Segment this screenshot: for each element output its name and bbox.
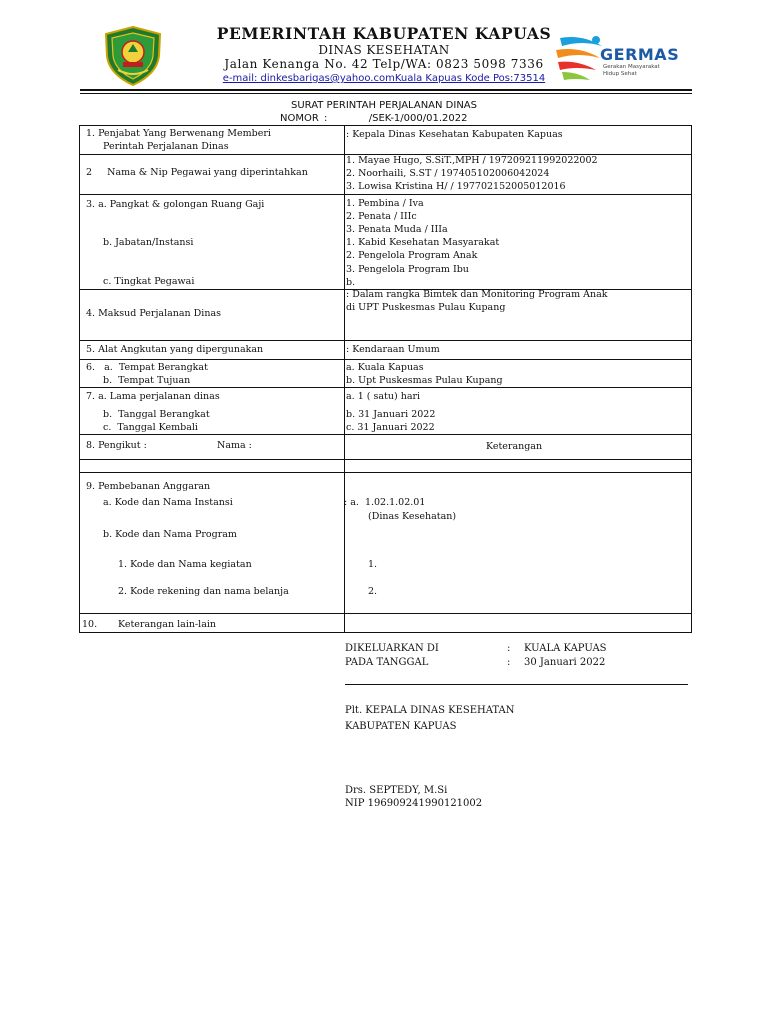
- row9-label-a: a. Kode dan Nama Instansi: [103, 497, 233, 508]
- row3-label-a: 3. a. Pangkat & golongan Ruang Gaji: [86, 199, 265, 210]
- letterhead-contact[interactable]: [0, 73, 768, 84]
- row9-label-2: 2. Kode rekening dan nama belanja: [118, 586, 289, 597]
- row9-value-a: : a. 1.02.1.02.01: [344, 497, 426, 508]
- row9-label: 9. Pembebanan Anggaran: [86, 481, 211, 492]
- row2-value-1: 1. Mayae Hugo, S.SiT.,MPH / 197209211992022002: [346, 155, 598, 166]
- letterhead-dept: DINAS KESEHATAN: [318, 43, 450, 57]
- letterhead-address: Jalan Kenanga No. 42 Telp/WA: 0823 5098 7336: [224, 57, 544, 71]
- document-number: NOMOR : /SEK-1/000/01.2022: [280, 113, 468, 124]
- issued-at-colon: :: [507, 643, 511, 654]
- row5-label: 5. Alat Angkutan yang dipergunakan: [86, 344, 264, 355]
- row6-value-a: a. Kuala Kapuas: [346, 362, 424, 373]
- column-divider: [344, 126, 345, 632]
- row-line: [80, 459, 691, 460]
- germas-tagline-2: Hidup Sehat: [603, 71, 637, 77]
- row7-label-a: 7. a. Lama perjalanan dinas: [86, 391, 220, 402]
- row7-label-b: b. Tanggal Berangkat: [103, 409, 210, 420]
- row3-label-b: b. Jabatan/Instansi: [103, 237, 194, 248]
- row10-label: Keterangan lain-lain: [118, 619, 217, 630]
- row-line: [80, 613, 691, 614]
- issued-date-value: 30 Januari 2022: [524, 657, 606, 668]
- row9-value-1: 1.: [368, 559, 378, 570]
- row3-value-5: 2. Pengelola Program Anak: [346, 250, 478, 261]
- row9-label-b: b. Kode dan Nama Program: [103, 529, 237, 540]
- row-line: [80, 472, 691, 473]
- row-line: [80, 194, 691, 195]
- row10-number: 10.: [82, 619, 98, 630]
- row3-value-4: 1. Kabid Kesehatan Masyarakat: [346, 237, 500, 248]
- row6-value-b: b. Upt Puskesmas Pulau Kupang: [346, 375, 503, 386]
- row3-label-c: c. Tingkat Pegawai: [103, 276, 195, 287]
- row2-value-2: 2. Noorhaili, S.ST / 197405102006042024: [346, 168, 550, 179]
- issued-at-value: KUALA KAPUAS: [524, 643, 607, 654]
- row5-value: : Kendaraan Umum: [346, 344, 440, 355]
- row2-label: 2 Nama & Nip Pegawai yang diperintahkan: [86, 167, 308, 178]
- row8-name-header: Nama :: [217, 440, 252, 451]
- header-rule-thick: [80, 89, 692, 91]
- signer-nip: NIP 196909241990121002: [345, 798, 483, 809]
- issued-date-label: PADA TANGGAL: [345, 657, 429, 668]
- row-line: [80, 359, 691, 360]
- letterhead-title: PEMERINTAH KABUPATEN KAPUAS: [216, 24, 552, 43]
- row7-value-b: b. 31 Januari 2022: [346, 409, 436, 420]
- signer-name: Drs. SEPTEDY, M.Si: [345, 785, 448, 796]
- row4-label: 4. Maksud Perjalanan Dinas: [86, 308, 221, 319]
- row-line: [80, 387, 691, 388]
- row7-value-a: a. 1 ( satu) hari: [346, 391, 421, 402]
- row-line: [80, 434, 691, 435]
- row8-label: 8. Pengikut :: [86, 440, 147, 451]
- row1-value: : Kepala Dinas Kesehatan Kabupaten Kapuas: [346, 129, 563, 140]
- signature-rule: [345, 684, 688, 685]
- contact-link[interactable]: e-mail: dinkesbarigas@yahoo.comKuala Kapuas Kode Pos:73514: [222, 73, 546, 84]
- issued-at-label: DIKELUARKAN DI: [345, 643, 439, 654]
- row1-label-line1: 1. Penjabat Yang Berwenang Memberi: [86, 128, 271, 139]
- row3-value-2: 2. Penata / IIIc: [346, 211, 417, 222]
- row3-value-7: b.: [346, 277, 356, 288]
- row6-label-b: b. Tempat Tujuan: [103, 375, 191, 386]
- row7-label-c: c. Tanggal Kembali: [103, 422, 198, 433]
- row3-value-6: 3. Pengelola Program Ibu: [346, 264, 469, 275]
- row2-value-3: 3. Lowisa Kristina H/ / 197702152005012016: [346, 181, 566, 192]
- issued-date-colon: :: [507, 657, 511, 668]
- germas-name: GERMAS: [600, 45, 680, 64]
- row-line: [80, 340, 691, 341]
- row1-label-line2: Perintah Perjalanan Dinas: [103, 141, 229, 152]
- row3-value-1: 1. Pembina / Iva: [346, 198, 424, 209]
- signer-title-2: KABUPATEN KAPUAS: [345, 721, 457, 732]
- form-table: [79, 125, 692, 633]
- document-title: SURAT PERINTAH PERJALANAN DINAS: [290, 100, 477, 111]
- row4-value-1: : Dalam rangka Bimtek dan Monitoring Program Anak: [346, 289, 608, 300]
- row4-value-2: di UPT Puskesmas Pulau Kupang: [346, 302, 506, 313]
- row9-value-2: 2.: [368, 586, 378, 597]
- row9-label-1: 1. Kode dan Nama kegiatan: [118, 559, 252, 570]
- row3-value-3: 3. Penata Muda / IIIa: [346, 224, 448, 235]
- row9-value-a2: (Dinas Kesehatan): [368, 511, 457, 522]
- row6-label-a: 6. a. Tempat Berangkat: [86, 362, 208, 373]
- signer-title-1: Plt. KEPALA DINAS KESEHATAN: [345, 705, 515, 716]
- header-rule-thin: [80, 93, 692, 94]
- germas-tagline-1: Gerakan Masyarakat: [603, 64, 660, 70]
- row8-remarks-header: Keterangan: [486, 441, 543, 452]
- row7-value-c: c. 31 Januari 2022: [346, 422, 435, 433]
